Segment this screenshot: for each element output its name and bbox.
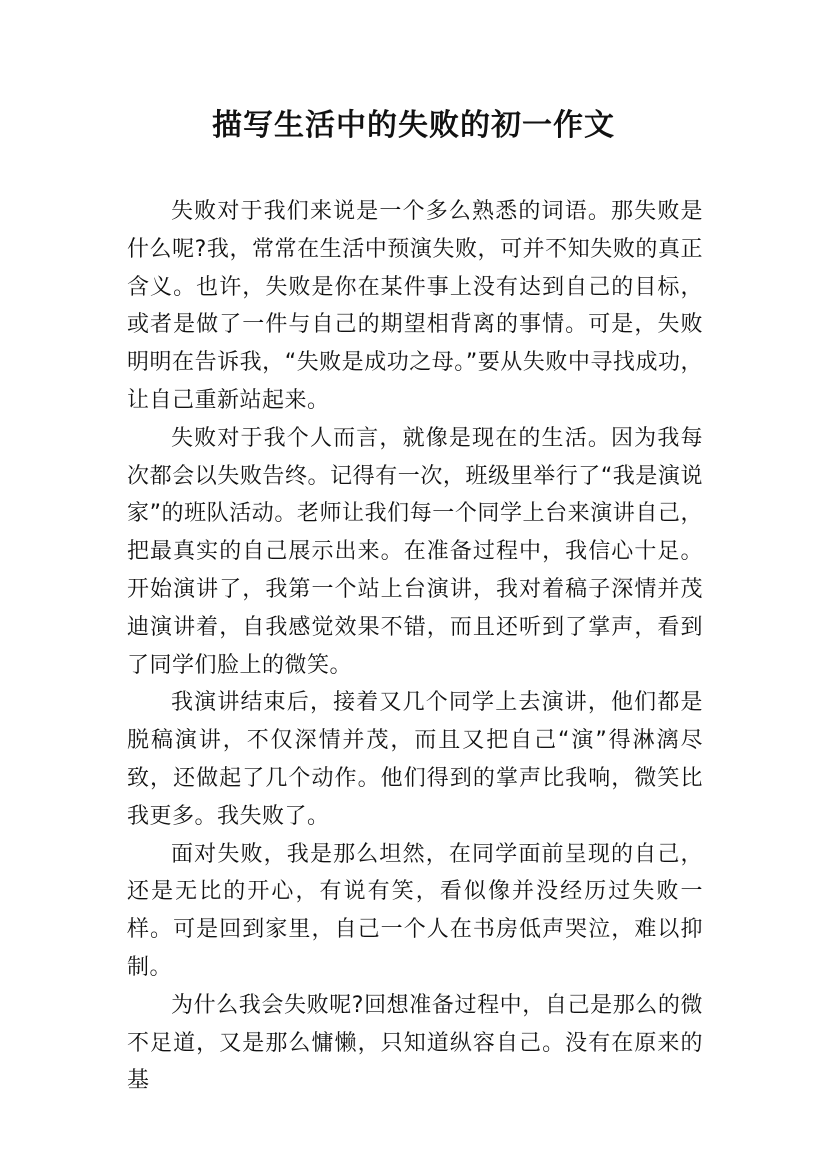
paragraph: 失败对于我们来说是一个多么熟悉的词语。那失败是什么呢?我，常常在生活中预演失败，可并不知失败的真正含义。也许，失败是你在某件事上没有达到自己的目标，或者是做了一件与自己的期望相背离的事情。可是，失败明明在告诉我，“失败是成功之母。”要从失败中寻找成功，让自己重新站起来。 — [127, 199, 703, 413]
document-body — [127, 193, 703, 1100]
paragraph: 我演讲结束后，接着又几个同学上去演讲，他们都是脱稿演讲，不仅深情并茂，而且又把自己“演”得淋漓尽致，还做起了几个动作。他们得到的掌声比我响，微笑比我更多。我失败了。 — [127, 690, 703, 829]
document-title: 描写生活中的失败的初一作文 — [212, 108, 615, 143]
paragraph: 为什么我会失败呢?回想准备过程中，自己是那么的微不足道，又是那么慵懒，只知道纵容自己。没有在原来的基 — [127, 992, 703, 1094]
paragraph: 面对失败，我是那么坦然，在同学面前呈现的自己，还是无比的开心，有说有笑，看似像并没经历过失败一样。可是回到家里，自己一个人在书房低声哭泣，难以抑制。 — [127, 841, 703, 980]
paragraph: 失败对于我个人而言，就像是现在的生活。因为我每次都会以失败告终。记得有一次，班级里举行了“我是演说家”的班队活动。老师让我们每一个同学上台来演讲自己，把最真实的自己展示出来。在准备过程中，我信心十足。开始演讲了，我第一个站上台演讲，我对着稿子深情并茂迪演讲着，自我感觉效果不错，而且还听到了掌声，看到了同学们脸上的微笑。 — [127, 425, 703, 678]
